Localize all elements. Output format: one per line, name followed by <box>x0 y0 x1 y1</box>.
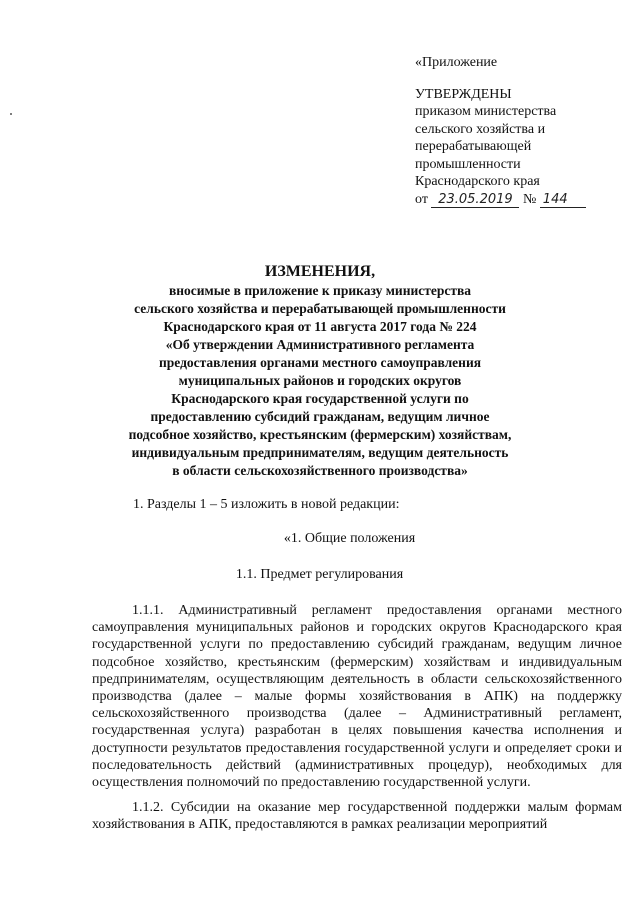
approved-label: УТВЕРЖДЕНЫ <box>415 86 512 102</box>
heading-title: ИЗМЕНЕНИЯ, <box>264 263 376 280</box>
heading-line: вносимые в приложение к приказу министерства <box>168 283 472 298</box>
approval-line: Краснодарского края <box>415 174 540 189</box>
handwritten-number: 144 <box>540 193 586 208</box>
appendix-label: «Приложение <box>415 55 498 70</box>
handwritten-date: 23.05.2019 <box>431 193 519 208</box>
heading-line: «Об утверждении Административного регламента <box>165 337 475 352</box>
date-prefix: от <box>415 191 428 207</box>
paragraph-1-1-2: 1.1.2. Субсидии на оказание мер государственной поддержки малым формам хозяйствования в АПК, предоставляются в рамках реализации мероприятий <box>92 800 622 833</box>
subsection-title: 1.1. Предмет регулирования <box>235 567 404 582</box>
approval-line: промышленности <box>415 156 521 172</box>
heading-line: предоставлению субсидий гражданам, ведущим личное <box>150 409 490 424</box>
intro-text: 1. Разделы 1 – 5 изложить в новой редакции: <box>133 497 400 512</box>
scan-speck <box>10 113 12 115</box>
approval-line: приказом министерства <box>415 104 557 119</box>
heading-line: муниципальных районов и городских округов <box>178 373 462 388</box>
approval-line: сельского хозяйства и <box>415 121 546 137</box>
date-number-row <box>415 191 615 209</box>
approval-block <box>415 54 615 208</box>
approval-line: перерабатывающей <box>415 139 532 154</box>
number-prefix: № <box>522 191 537 207</box>
heading-line: сельского хозяйства и перерабатывающей промышленности <box>134 301 506 316</box>
paragraph-1-1-1: 1.1.1. Административный регламент предоставления органами местного самоуправления муниципальных районов и городских округов Краснодарского края государственной услуги по предоставлению субсидий гражданам, ведущим личное подсобное хозяйство, крестьянским (фермерским) хозяйствам и индивидуальным предпринимателям, осуществляющим деятельность в области сельскохозяйственного производства (далее – малые формы хозяйствования в АПК) на поддержку сельскохозяйственного производства (далее – Административный регламент, государственная услуга) разработан в целях повышения качества исполнения и доступности результатов предоставления государственной услуги и определяет сроки и последовательность действий (административных процедур), необходимых для осуществления полномочий по предоставлению государственной услуги. <box>92 603 622 791</box>
heading-line: Краснодарского края государственной услуги по <box>171 391 469 406</box>
heading-line: предоставления органами местного самоуправления <box>158 355 482 370</box>
section-title: «1. Общие положения <box>283 531 416 546</box>
heading-line: в области сельскохозяйственного производства» <box>172 463 468 478</box>
heading-line: индивидуальным предпринимателям, ведущим деятельность <box>131 445 509 460</box>
heading-line: Краснодарского края от 11 августа 2017 года № 224 <box>163 319 477 334</box>
heading-line: подсобное хозяйство, крестьянским (фермерским) хозяйствам, <box>128 427 512 442</box>
document-heading <box>60 262 580 480</box>
